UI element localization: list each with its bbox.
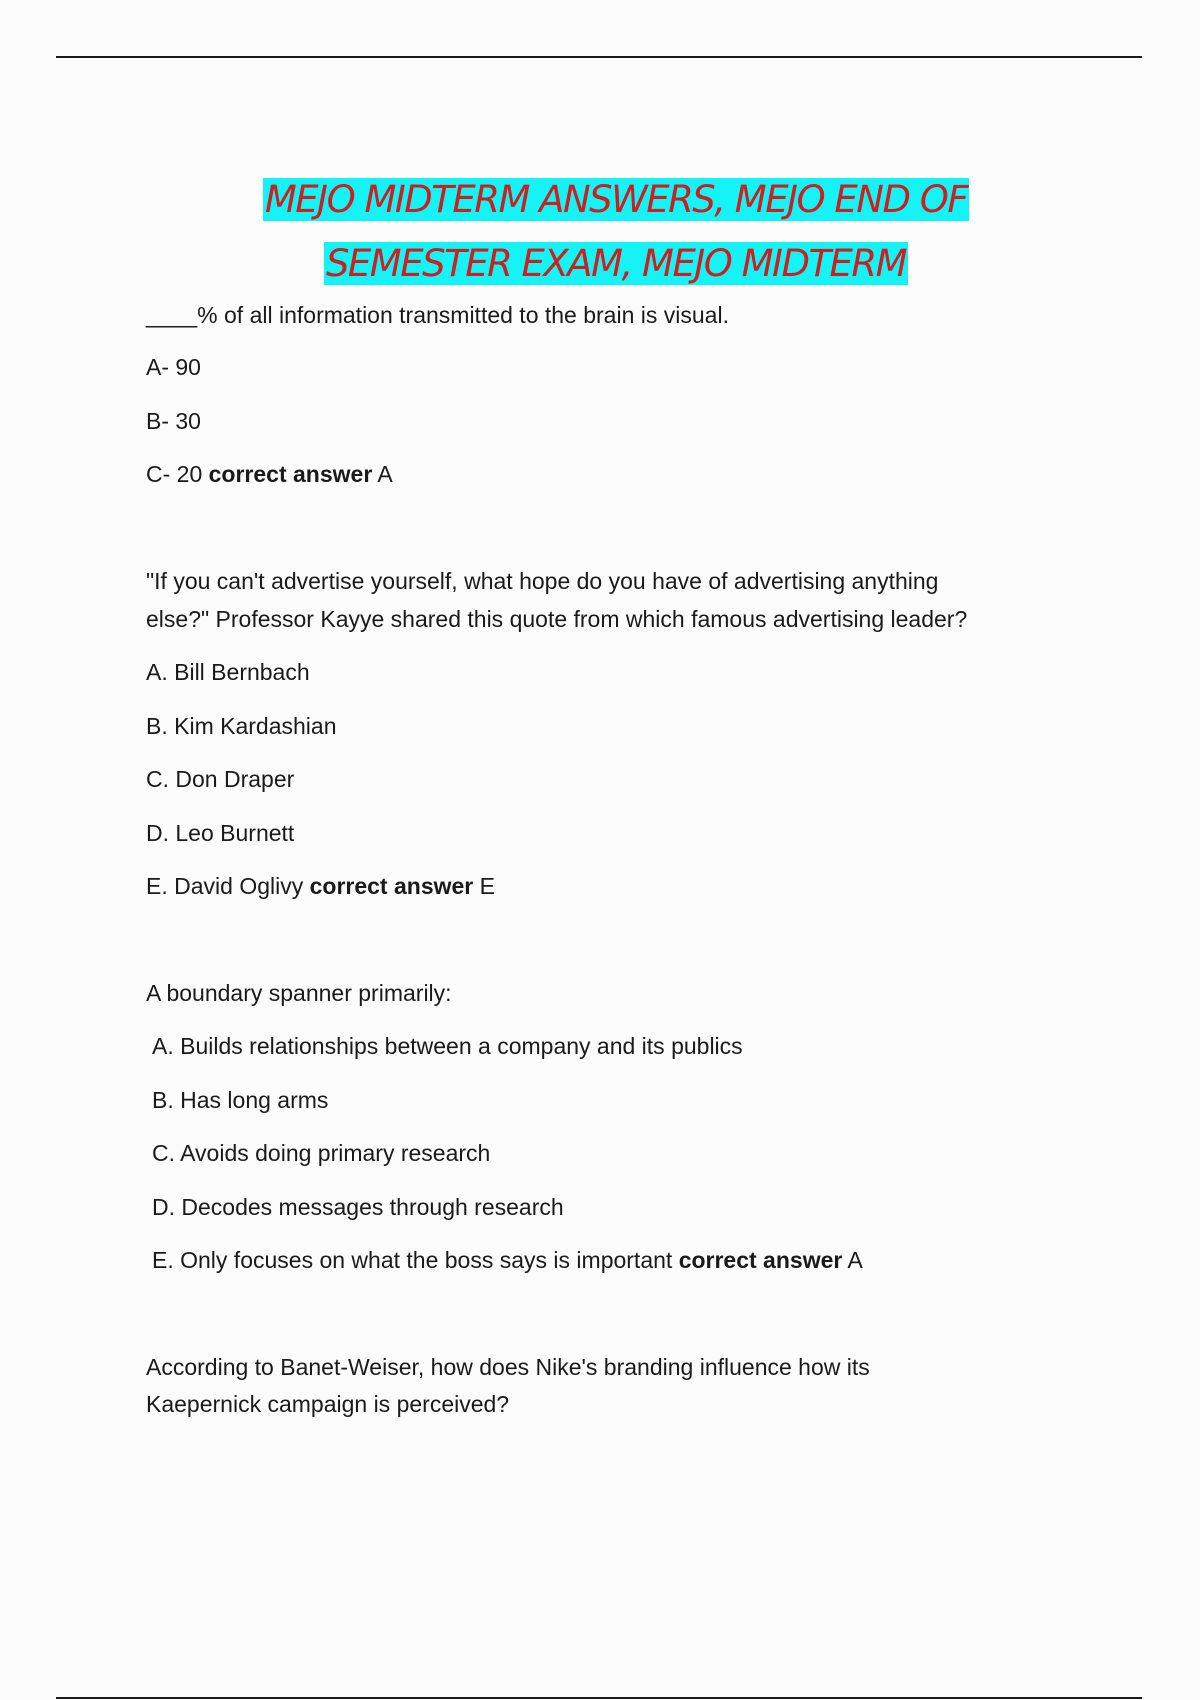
question-3-option-e [152, 1241, 863, 1279]
question-3-prompt: A boundary spanner primarily: [146, 980, 452, 1006]
correct-answer-value: A [377, 461, 393, 487]
question-4-prompt-line-1: According to Banet-Weiser, how does Nike's branding influence how its [146, 1354, 870, 1380]
page-title [80, 168, 1152, 296]
question-2-option-c: C. Don Draper [146, 766, 295, 792]
title-line-2: SEMESTER EXAM, MEJO MIDTERM [325, 242, 907, 285]
header-rule [56, 56, 1142, 58]
correct-answer-value: E [479, 873, 495, 899]
question-4-prompt-line-2: Kaepernick campaign is perceived? [146, 1391, 510, 1417]
question-2-option-a: A. Bill Bernbach [146, 659, 310, 685]
option-text: E. Only focuses on what the boss says is important [152, 1247, 673, 1273]
question-3-option-c: C. Avoids doing primary research [152, 1140, 491, 1166]
correct-answer-label: correct answer [678, 1247, 843, 1273]
question-3-option-b: B. Has long arms [152, 1087, 329, 1113]
correct-answer-label: correct answer [208, 461, 373, 487]
question-2-option-b: B. Kim Kardashian [146, 713, 337, 739]
title-line-1: MEJO MIDTERM ANSWERS, MEJO END OF [264, 178, 968, 221]
question-2-option-d: D. Leo Burnett [146, 820, 295, 846]
option-text: E. David Oglivy [146, 873, 304, 899]
question-3-option-d: D. Decodes messages through research [152, 1194, 564, 1220]
question-1-option-b: B- 30 [146, 408, 201, 434]
correct-answer-value: A [847, 1247, 863, 1273]
footer-rule [56, 1697, 1142, 1699]
question-2-prompt-line-2: else?" Professor Kayye shared this quote from which famous advertising leader? [146, 606, 968, 632]
question-1-option-c [146, 455, 393, 493]
question-2-option-e [146, 867, 495, 905]
option-text: C- 20 [146, 461, 203, 487]
question-1-option-a: A- 90 [146, 354, 201, 380]
correct-answer-label: correct answer [309, 873, 474, 899]
question-1-prompt: ____% of all information transmitted to the brain is visual. [146, 302, 729, 328]
question-2-prompt-line-1: "If you can't advertise yourself, what hope do you have of advertising anything [146, 568, 939, 594]
question-3-option-a: A. Builds relationships between a company and its publics [152, 1033, 743, 1059]
